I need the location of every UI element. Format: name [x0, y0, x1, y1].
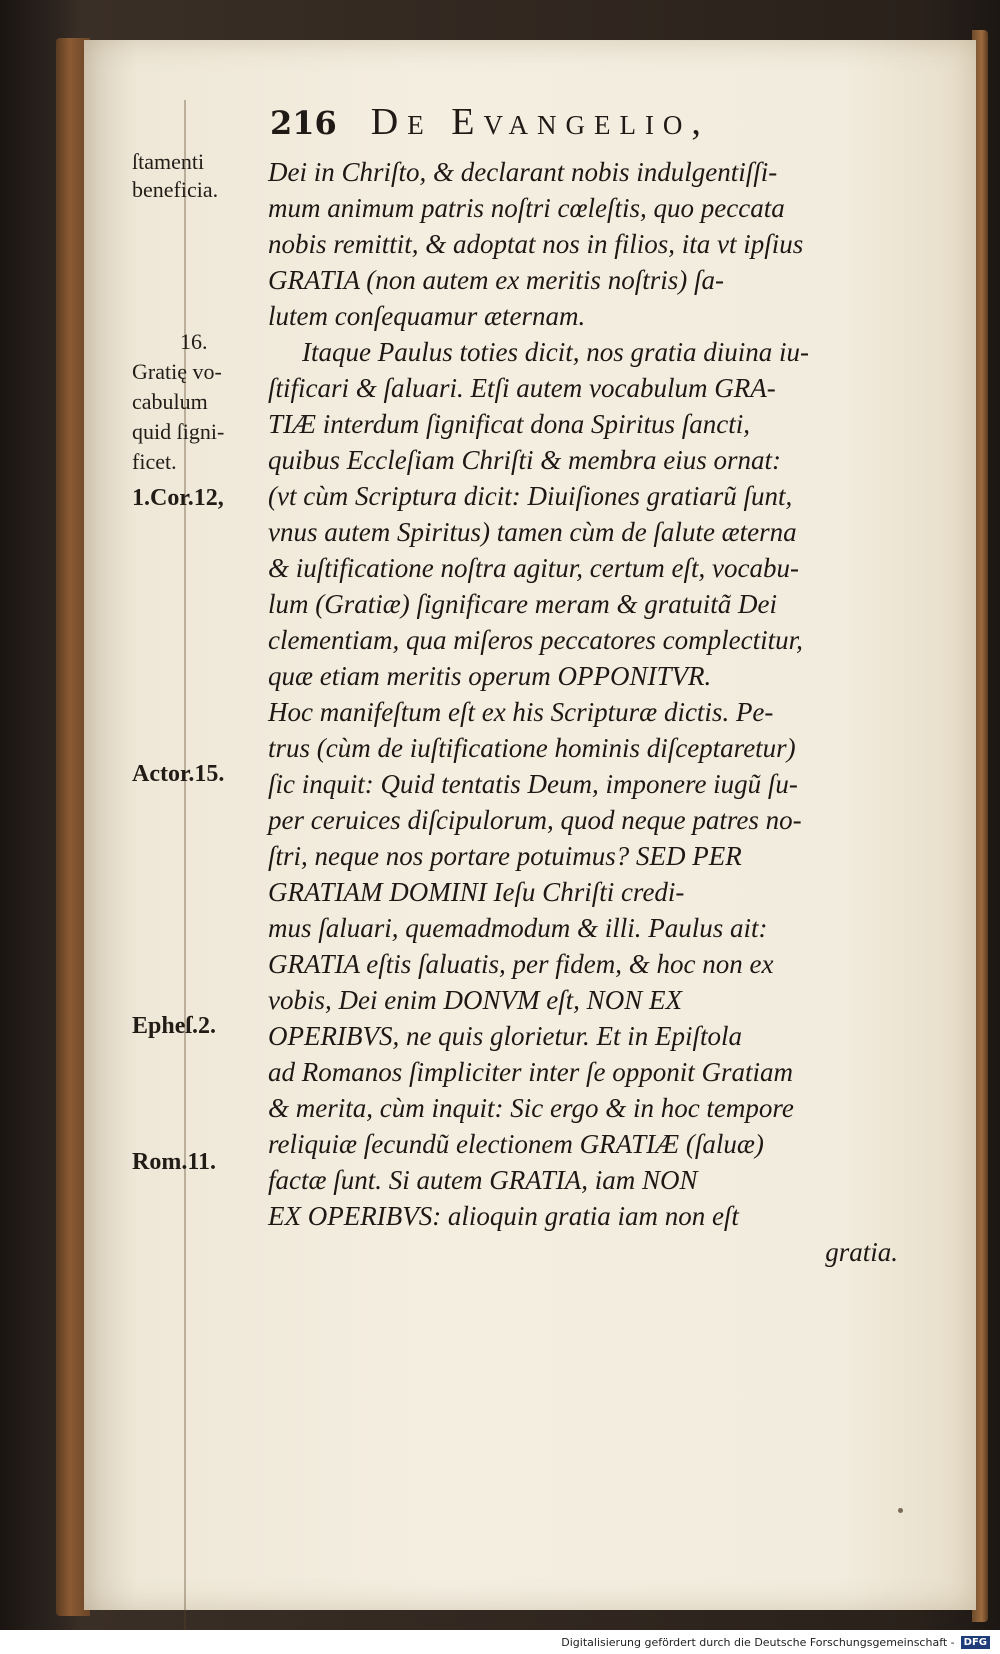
text-line: TIÆ interdum ſignificat dona Spiritus ſancti, — [268, 409, 751, 439]
margin-note: Gratię vo- — [132, 359, 222, 384]
margin-note-citation: Rom.11. — [132, 1149, 216, 1175]
margin-note-citation: Actor.15. — [132, 761, 225, 787]
text-line: mus ſaluari, quemadmodum & illi. Paulus ait: — [268, 913, 768, 943]
text-line: ſtri, neque nos portare potuimus? SED PER — [268, 841, 742, 871]
text-line: EX OPERIBVS: alioquin gratia iam non eſt — [268, 1201, 739, 1231]
text-line: reliquiæ ſecundũ electionem GRATIÆ (ſaluæ) — [268, 1129, 764, 1159]
paper-speck — [898, 1508, 903, 1513]
footer-credit-text: Digitalisierung gefördert durch die Deutsche Forschungsgemeinschaft - — [561, 1635, 955, 1649]
text-line: Dei in Chriſto, & declarant nobis indulgentiſſi- — [268, 157, 778, 187]
text-line: ſtificari & ſaluari. Etſi autem vocabulum GRA- — [268, 373, 776, 403]
text-line: lutem conſequamur æternam. — [268, 301, 586, 331]
text-line: OPERIBVS, ne quis glorietur. Et in Epiſtola — [268, 1021, 742, 1051]
digitization-footer — [0, 1630, 1000, 1654]
text-line: lum (Gratiæ) ſignificare meram & gratuitã Dei — [268, 589, 777, 619]
text-line: GRATIAM DOMINI Ieſu Chriſti credi- — [268, 877, 685, 907]
text-line: per ceruices diſcipulorum, quod neque patres no- — [268, 805, 802, 835]
margin-note-citation: Epheſ.2. — [132, 1013, 217, 1039]
margin-note: quid ſigni- — [132, 419, 225, 444]
text-line: mum animum patris noſtri cœleſtis, quo peccata — [268, 193, 785, 223]
margin-note: 16. — [180, 329, 208, 354]
margin-note: ſtamenti — [132, 149, 205, 174]
text-line: ſic inquit: Quid tentatis Deum, imponere iugũ ſu- — [268, 769, 798, 799]
text-line: trus (cùm de iuſtificatione hominis diſceptaretur) — [268, 733, 796, 763]
text-line: quibus Eccleſiam Chriſti & membra eius ornat: — [268, 445, 781, 475]
margin-note: ficet. — [132, 449, 177, 474]
margin-note-citation: 1.Cor.12, — [132, 485, 224, 511]
text-line-catchword: gratia. — [825, 1237, 898, 1267]
page-number: 216 — [270, 104, 337, 142]
text-line: quæ etiam meritis operum OPPONITVR. — [268, 661, 712, 691]
running-title: De Evangelio, — [370, 101, 710, 143]
text-line: vnus autem Spiritus) tamen cùm de ſalute æterna — [268, 517, 797, 547]
margin-note: cabulum — [132, 389, 208, 414]
text-line: GRATIA (non autem ex meritis noſtris) ſa- — [268, 265, 724, 295]
text-line: Hoc manifeſtum eſt ex his Scripturæ dictis. Pe- — [268, 697, 774, 727]
text-line: nobis remittit, & adoptat nos in filios, ita vt ipſius — [268, 229, 804, 259]
text-line: & merita, cùm inquit: Sic ergo & in hoc tempore — [268, 1093, 794, 1123]
page-header — [270, 100, 810, 150]
margin-note: beneficia. — [132, 177, 219, 202]
text-line: (vt cùm Scriptura dicit: Diuiſiones gratiarũ ſunt, — [268, 481, 793, 511]
margin-notes — [132, 150, 272, 1200]
text-line: ad Romanos ſimpliciter inter ſe opponit Gratiam — [268, 1057, 793, 1087]
text-line: factæ ſunt. Si autem GRATIA, iam NON — [268, 1165, 698, 1195]
text-line: Itaque Paulus toties dicit, nos gratia diuina iu- — [302, 337, 809, 367]
text-line: vobis, Dei enim DONVM eſt, NON EX — [268, 985, 682, 1015]
text-line: clementiam, qua miſeros peccatores complectitur, — [268, 625, 803, 655]
dfg-logo: DFG — [961, 1636, 990, 1649]
text-line: & iuſtificatione noſtra agitur, certum eſt, vocabu- — [268, 553, 799, 583]
text-line: GRATIA eſtis ſaluatis, per fidem, & hoc non ex — [268, 949, 774, 979]
body-text — [268, 154, 918, 1354]
